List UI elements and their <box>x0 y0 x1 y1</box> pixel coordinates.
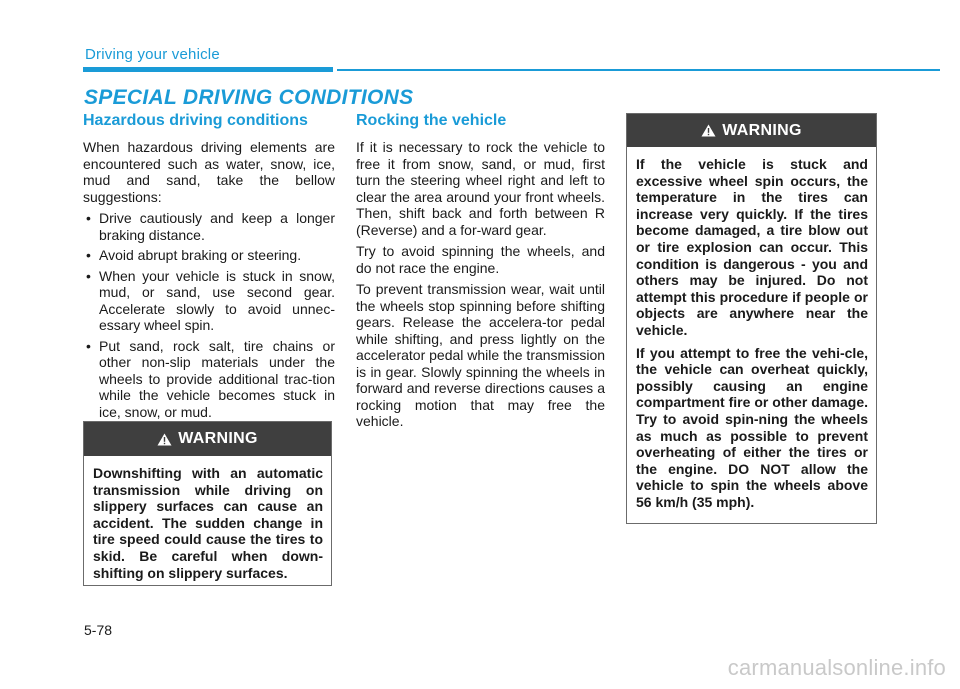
warning-header <box>84 422 331 456</box>
warning-box-wheel-spin <box>626 113 877 524</box>
rocking-heading: Rocking the vehicle <box>356 112 507 129</box>
warning-label: WARNING <box>178 430 258 447</box>
warning-box-downshifting <box>83 421 332 586</box>
warning-body <box>627 147 876 524</box>
section-title: SPECIAL DRIVING CONDITIONS <box>84 86 414 109</box>
watermark: carmanualsonline.info <box>727 655 946 680</box>
rocking-paragraph: Try to avoid spinning the wheels, and do not race the engine. <box>356 243 605 276</box>
rocking-paragraph: If it is necessary to rock the vehicle to free it from snow, sand, or mud, first turn the steering wheel right and left to clear the area around your front wheels. Then, shift back and forth between R (Reverse) and a for-ward gear. <box>356 139 605 238</box>
hazardous-bullets <box>83 210 335 420</box>
rocking-paragraph: To prevent transmission wear, wait until the wheels stop spinning before shifting gears. Release the accelera-tor pedal while shifting, and press lightly on the accelerator pedal while the transmission is in gear. Slowly spinning the wheels in forward and reverse directions causes a rocking motion that may free the vehicle. <box>356 281 606 429</box>
bullet-item: • Drive cautiously and keep a longer braking distance. <box>83 210 335 243</box>
warning-text: If the vehicle is stuck and excessive wheel spin occurs, the temperature in the tires can increase very quickly. If the tires become damaged, a tire blow out or tire explosion can occur. This condition is dangerous - you and others may be injured. Do not attempt this procedure if people or objects are anywhere near the vehicle. <box>636 156 868 338</box>
page-number: 5-78 <box>84 622 113 638</box>
header-rule-thick <box>83 67 333 72</box>
warning-triangle-icon <box>157 433 172 446</box>
warning-body <box>84 456 331 595</box>
warning-label: WARNING <box>722 121 802 139</box>
bullet-item: • When your vehicle is stuck in snow, mud, or sand, use second gear. Accelerate slowly to avoid unnec-essary wheel spin. <box>83 268 335 334</box>
bullet-item: • Avoid abrupt braking or steering. <box>83 247 335 264</box>
warning-header <box>627 114 876 147</box>
hazardous-intro: When hazardous driving elements are encountered such as water, snow, ice, mud and sand, take the bellow suggestions: <box>83 139 335 205</box>
rocking-column <box>356 112 605 435</box>
warning-triangle-icon <box>701 124 716 137</box>
bullet-item: • Put sand, rock salt, tire chains or other non-slip materials under the wheels to provide additional trac-tion while the vehicle becomes stuck in ice, snow, or mud. <box>83 338 335 421</box>
chapter-title: Driving your vehicle <box>85 46 220 63</box>
warning-text: Downshifting with an automatic transmission while driving on slippery surfaces can cause an accident. The sudden change in tire speed could cause the tires to skid. Be careful when down-shifting on slippery surfaces. <box>93 465 323 581</box>
hazardous-column <box>83 112 335 424</box>
warning-text: If you attempt to free the vehi-cle, the vehicle can overheat quickly, possibly causing an engine compartment fire or other damage. Try to avoid spin-ning the wheels as much as possible to prevent overheating of either the tires or the engine. DO NOT allow the vehicle to spin the wheels above 56 km/h (35 mph). <box>636 344 868 510</box>
header-rule-thin <box>337 69 940 71</box>
hazardous-heading: Hazardous driving conditions <box>83 112 308 129</box>
